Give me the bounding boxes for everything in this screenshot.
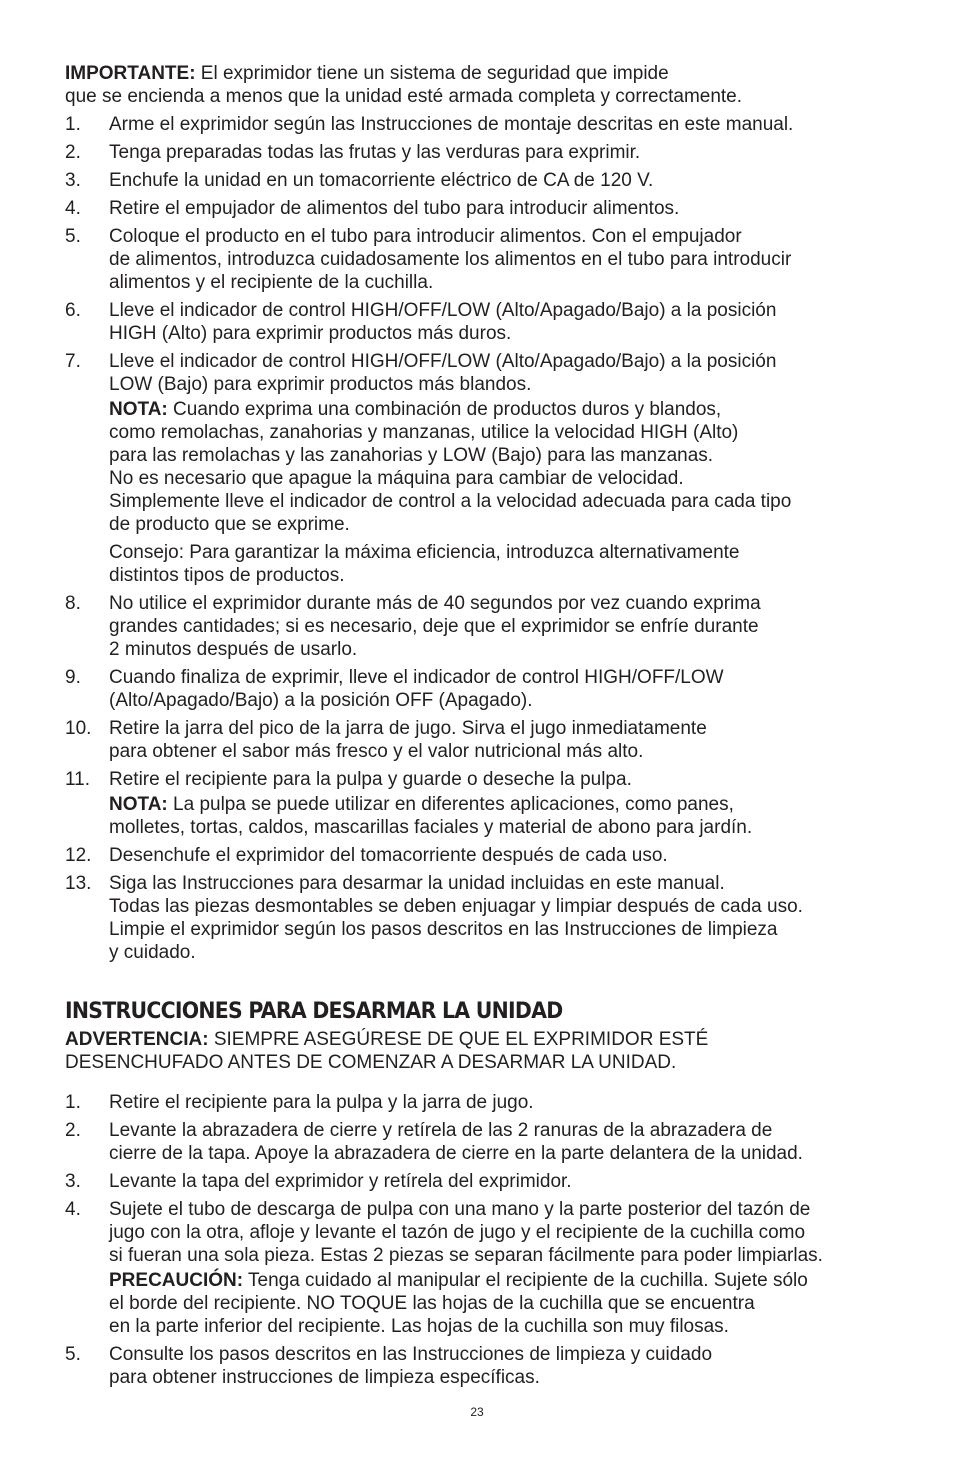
step-number: 9. (65, 667, 81, 688)
step-number: 10. (65, 718, 92, 739)
step-text-line: Levante la tapa del exprimidor y retírela del exprimidor. (109, 1171, 572, 1192)
list-item (65, 717, 895, 763)
step-text-line: Lleve el indicador de control HIGH/OFF/LOW (Alto/Apagado/Bajo) a la posición (109, 351, 777, 372)
step-number: 2. (65, 1120, 81, 1141)
step-text-line: para obtener instrucciones de limpieza específicas. (109, 1367, 540, 1388)
list-item (65, 1119, 895, 1165)
step-number: 8. (65, 593, 81, 614)
list-item (65, 225, 895, 294)
step-text-line: si fueran una sola pieza. Estas 2 piezas se separan fácilmente para poder limpiarlas. (109, 1245, 823, 1266)
speed-note (109, 398, 895, 536)
step-text-line: Consulte los pasos descritos en las Instrucciones de limpieza y cuidado (109, 1344, 713, 1365)
step-number: 13. (65, 873, 92, 894)
important-text-line: que se encienda a menos que la unidad esté armada completa y correctamente. (65, 86, 743, 107)
important-label: IMPORTANTE: (65, 63, 196, 84)
step-text-line: (Alto/Apagado/Bajo) a la posición OFF (Apagado). (109, 690, 533, 711)
step-text-line: Levante la abrazadera de cierre y retírela de las 2 ranuras de la abrazadera de (109, 1120, 773, 1141)
step-text-line: Limpie el exprimidor según los pasos descritos en las Instrucciones de limpieza (109, 919, 778, 940)
step-text-line: No utilice el exprimidor durante más de 40 segundos por vez cuando exprima (109, 593, 761, 614)
step-text-line: 2 minutos después de usarlo. (109, 639, 358, 660)
step-number: 4. (65, 198, 81, 219)
warning-text-line: DESENCHUFADO ANTES DE COMENZAR A DESARMAR LA UNIDAD. (65, 1052, 677, 1073)
step-text-line: Desenchufe el exprimidor del tomacorriente después de cada uso. (109, 845, 668, 866)
note-label: NOTA: (109, 399, 168, 420)
caution-text-line: Tenga cuidado al manipular el recipiente de la cuchilla. Sujete sólo (243, 1270, 808, 1291)
note-text-line: de producto que se exprime. (109, 514, 350, 535)
step-text-line: de alimentos, introduzca cuidadosamente los alimentos en el tubo para introducir (109, 249, 792, 270)
step-text-line: grandes cantidades; si es necesario, deje que el exprimidor se enfríe durante (109, 616, 759, 637)
step-text-line: y cuidado. (109, 942, 196, 963)
assembly-steps-list (65, 113, 895, 964)
important-notice (65, 62, 895, 108)
page-number: 23 (470, 1405, 484, 1419)
step-text-line: alimentos y el recipiente de la cuchilla. (109, 272, 434, 293)
list-item (65, 169, 895, 192)
step-text-line: Retire el recipiente para la pulpa y guarde o deseche la pulpa. (109, 769, 632, 790)
step-text-line: para obtener el sabor más fresco y el valor nutricional más alto. (109, 741, 644, 762)
tip-text-line: Consejo: Para garantizar la máxima eficiencia, introduzca alternativamente (109, 542, 740, 563)
step-text-line: Retire la jarra del pico de la jarra de jugo. Sirva el jugo inmediatamente (109, 718, 707, 739)
step-number: 1. (65, 114, 81, 135)
step-number: 2. (65, 142, 81, 163)
note-text-line: para las remolachas y las zanahorias y LOW (Bajo) para las manzanas. (109, 445, 714, 466)
step-text-line: cierre de la tapa. Apoye la abrazadera de cierre en la parte delantera de la unidad. (109, 1143, 803, 1164)
step-text-line: Cuando finaliza de exprimir, lleve el indicador de control HIGH/OFF/LOW (109, 667, 724, 688)
step-number: 5. (65, 226, 81, 247)
note-text-line: No es necesario que apague la máquina para cambiar de velocidad. (109, 468, 684, 489)
step-text-line: Tenga preparadas todas las frutas y las verduras para exprimir. (109, 142, 641, 163)
list-item (65, 197, 895, 220)
step-number: 4. (65, 1199, 81, 1220)
note-text-line: Simplemente lleve el indicador de control a la velocidad adecuada para cada tipo (109, 491, 792, 512)
caution-label: PRECAUCIÓN: (109, 1270, 244, 1291)
step-text-line: HIGH (Alto) para exprimir productos más duros. (109, 323, 512, 344)
list-item (65, 592, 895, 661)
step-number: 3. (65, 1171, 81, 1192)
note-text-line: como remolachas, zanahorias y manzanas, utilice la velocidad HIGH (Alto) (109, 422, 739, 443)
list-item (65, 1170, 895, 1193)
step-text-line: Retire el empujador de alimentos del tubo para introducir alimentos. (109, 198, 680, 219)
note-text-line: La pulpa se puede utilizar en diferentes aplicaciones, como panes, (167, 794, 734, 815)
step-text-line: Enchufe la unidad en un tomacorriente eléctrico de CA de 120 V. (109, 170, 654, 191)
warning-notice (65, 1028, 895, 1074)
list-item (65, 666, 895, 712)
important-text-line: El exprimidor tiene un sistema de seguridad que impide (195, 63, 669, 84)
note-text-line: Cuando exprima una combinación de productos duros y blandos, (167, 399, 722, 420)
step-text-line: Coloque el producto en el tubo para introducir alimentos. Con el empujador (109, 226, 742, 247)
step-number: 5. (65, 1344, 81, 1365)
list-item (65, 350, 895, 587)
step-number: 6. (65, 300, 81, 321)
list-item (65, 141, 895, 164)
warning-label: ADVERTENCIA: (65, 1029, 209, 1050)
step-text-line: Todas las piezas desmontables se deben enjuagar y limpiar después de cada uso. (109, 896, 803, 917)
list-item (65, 844, 895, 867)
note-label: NOTA: (109, 794, 168, 815)
caution-text-line: el borde del recipiente. NO TOQUE las hojas de la cuchilla que se encuentra (109, 1293, 755, 1314)
disassembly-steps-list (65, 1091, 895, 1389)
step-text-line: Lleve el indicador de control HIGH/OFF/LOW (Alto/Apagado/Bajo) a la posición (109, 300, 777, 321)
manual-page (65, 62, 895, 1394)
step-text-line: Sujete el tubo de descarga de pulpa con una mano y la parte posterior del tazón de (109, 1199, 811, 1220)
step-number: 7. (65, 351, 81, 372)
step-text-line: jugo con la otra, afloje y levante el tazón de jugo y el recipiente de la cuchilla como (109, 1222, 806, 1243)
warning-text-line: SIEMPRE ASEGÚRESE DE QUE EL EXPRIMIDOR ESTÉ (208, 1029, 709, 1050)
step-text-line: LOW (Bajo) para exprimir productos más blandos. (109, 374, 532, 395)
caution-note (109, 1269, 895, 1338)
caution-text-line: en la parte inferior del recipiente. Las hojas de la cuchilla son muy filosas. (109, 1316, 729, 1337)
list-item (65, 1198, 895, 1338)
step-number: 3. (65, 170, 81, 191)
note-text-line: molletes, tortas, caldos, mascarillas faciales y material de abono para jardín. (109, 817, 753, 838)
tip-note (109, 541, 895, 587)
step-text-line: Retire el recipiente para la pulpa y la jarra de jugo. (109, 1092, 534, 1113)
list-item (65, 299, 895, 345)
step-text-line: Arme el exprimidor según las Instrucciones de montaje descritas en este manual. (109, 114, 794, 135)
list-item (65, 113, 895, 136)
list-item (65, 872, 895, 964)
pulp-note (109, 793, 895, 839)
step-number: 1. (65, 1092, 81, 1113)
step-number: 11. (65, 769, 91, 790)
list-item (65, 768, 895, 839)
list-item (65, 1343, 895, 1389)
list-item (65, 1091, 895, 1114)
tip-text-line: distintos tipos de productos. (109, 565, 345, 586)
section-heading: INSTRUCCIONES PARA DESARMAR LA UNIDAD (65, 999, 563, 1024)
step-text-line: Siga las Instrucciones para desarmar la unidad incluidas en este manual. (109, 873, 725, 894)
step-number: 12. (65, 845, 92, 866)
